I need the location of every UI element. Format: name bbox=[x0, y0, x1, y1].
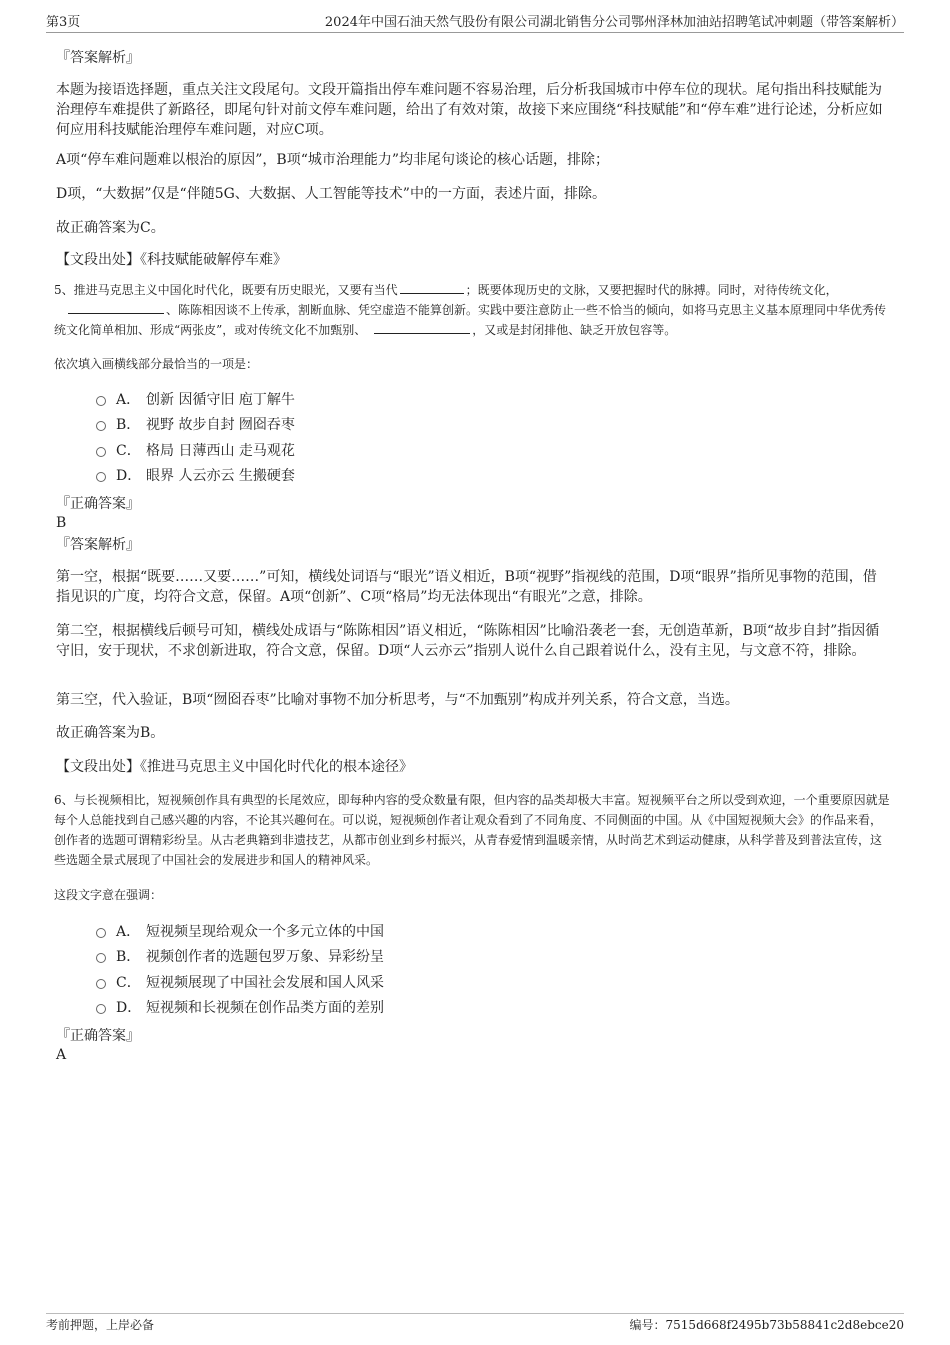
radio-icon[interactable] bbox=[96, 421, 106, 431]
q5-answer: B bbox=[56, 515, 67, 531]
q4-source: 【文段出处】《科技赋能破解停车难》 bbox=[56, 252, 287, 268]
q5-stem: 5、推进马克思主义中国化时代化，既要有历史眼光，又要有当代 ；既要体现历史的文脉，又要把握时代的脉搏。同时，对待传统文化，、陈陈相因谈不上传承，割断血脉、凭空虚造不能算创新。实践中要注意防止一些不恰当的倾向，如将马克思主义基本原理同中华优秀传统文化简单相加、形成“两张皮”，或对传统文化不加甄别、 ，又或是封闭排他、缺乏开放包容等。 bbox=[54, 283, 887, 337]
q5-analysis-p1: 第一空，根据“既要……又要……”可知，横线处词语与“眼光”语义相近，B项“视野”指视线的范围，D项“眼界”指所见事物的范围，借指见识的广度，均符合文意，保留。A项“创新”、C项“格局”均无法体现出“有眼光”之意，排除。 bbox=[56, 569, 877, 605]
radio-icon[interactable] bbox=[96, 472, 106, 482]
q5-analysis-p3: 第三空，代入验证，B项“囫囵吞枣”比喻对事物不加分析思考，与“不加甄别”构成并列关系，符合文意，当选。 bbox=[56, 692, 739, 708]
footer-serial: 编号：7515d668f2495b73b58841c2d8ebce20 bbox=[629, 1318, 904, 1332]
q5-option-b[interactable]: B． 视野 故步自封 囫囵吞枣 bbox=[96, 415, 295, 435]
q6-option-d[interactable]: D． 短视频和长视频在创作品类方面的差别 bbox=[96, 998, 384, 1018]
q5-blank-3 bbox=[374, 321, 470, 334]
radio-icon[interactable] bbox=[96, 1004, 106, 1014]
page-header bbox=[46, 14, 904, 33]
q4-analysis-p2: A项“停车难问题难以根治的原因”，B项“城市治理能力”均非尾句谈论的核心话题，排除； bbox=[56, 152, 610, 168]
radio-icon[interactable] bbox=[96, 953, 106, 963]
q4-analysis-label: 『答案解析』 bbox=[56, 50, 140, 66]
q6-answer-label: 『正确答案』 bbox=[56, 1028, 140, 1044]
q5-prompt: 依次填入画横线部分最恰当的一项是： bbox=[54, 357, 259, 371]
q5-option-c[interactable]: C． 格局 日薄西山 走马观花 bbox=[96, 441, 295, 461]
radio-icon[interactable] bbox=[96, 447, 106, 457]
q5-option-a[interactable]: A． 创新 因循守旧 庖丁解牛 bbox=[96, 390, 295, 410]
q5-answer-label: 『正确答案』 bbox=[56, 496, 140, 512]
q6-option-b[interactable]: B． 视频创作者的选题包罗万象、异彩纷呈 bbox=[96, 947, 384, 967]
q4-conclusion: 故正确答案为C。 bbox=[56, 220, 165, 236]
q5-blank-2 bbox=[68, 301, 164, 314]
radio-icon[interactable] bbox=[96, 979, 106, 989]
page-number: 第3页 bbox=[46, 15, 81, 30]
q5-conclusion: 故正确答案为B。 bbox=[56, 725, 165, 741]
q4-analysis-p3: D项，“大数据”仅是“伴随5G、大数据、人工智能等技术”中的一方面，表述片面，排除。 bbox=[56, 186, 606, 202]
q5-analysis-p2: 第二空，根据横线后顿号可知，横线处成语与“陈陈相因”语义相近，“陈陈相因”比喻沿袭老一套，无创造革新，B项“故步自封”指因循守旧，安于现状，不求创新进取，符合文意，保留。D项“人云亦云”指别人说什么自己跟着说什么，没有主见，与文意不符，排除。 bbox=[56, 623, 880, 659]
q5-source: 【文段出处】《推进马克思主义中国化时代化的根本途径》 bbox=[56, 759, 413, 775]
footer-slogan: 考前押题，上岸必备 bbox=[46, 1318, 155, 1332]
q6-option-a[interactable]: A． 短视频呈现给观众一个多元立体的中国 bbox=[96, 922, 384, 942]
radio-icon[interactable] bbox=[96, 928, 106, 938]
q5-option-d[interactable]: D． 眼界 人云亦云 生搬硬套 bbox=[96, 466, 295, 486]
q4-analysis-p1: 本题为接语选择题，重点关注文段尾句。文段开篇指出停车难问题不容易治理，后分析我国城市中停车位的现状。尾句指出科技赋能为治理停车难提供了新路径，即尾句针对前文停车难问题，给出了有效对策，故接下来应围绕“科技赋能”和“停车难”进行论述，分析应如何应用科技赋能治理停车难问题，对应C项。 bbox=[56, 82, 883, 138]
q6-prompt: 这段文字意在强调： bbox=[54, 888, 163, 902]
q5-blank-1 bbox=[400, 281, 464, 294]
q6-option-c[interactable]: C． 短视频展现了中国社会发展和国人风采 bbox=[96, 973, 384, 993]
document-title: 2024年中国石油天然气股份有限公司湖北销售分公司鄂州泽林加油站招聘笔试冲刺题（带答案解析） bbox=[324, 15, 904, 30]
page-footer bbox=[46, 1313, 904, 1334]
q5-analysis-label: 『答案解析』 bbox=[56, 537, 140, 553]
radio-icon[interactable] bbox=[96, 396, 106, 406]
q6-answer: A bbox=[56, 1047, 67, 1063]
q6-stem: 6、与长视频相比，短视频创作具有典型的长尾效应，即每种内容的受众数量有限，但内容的品类却极大丰富。短视频平台之所以受到欢迎，一个重要原因就是每个人总能找到自己感兴趣的内容，不论其兴趣何在。可以说，短视频创作者让观众看到了不同角度、不同侧面的中国。从《中国短视频大会》的作品来看，创作者的选题可谓精彩纷呈。从古老典籍到非遗技艺，从都市创业到乡村振兴，从青春爱情到温暖亲情，从时尚艺术到运动健康，从科学普及到普法宣传，这些选题全景式展现了中国社会的发展进步和国人的精神风采。 bbox=[54, 793, 890, 867]
